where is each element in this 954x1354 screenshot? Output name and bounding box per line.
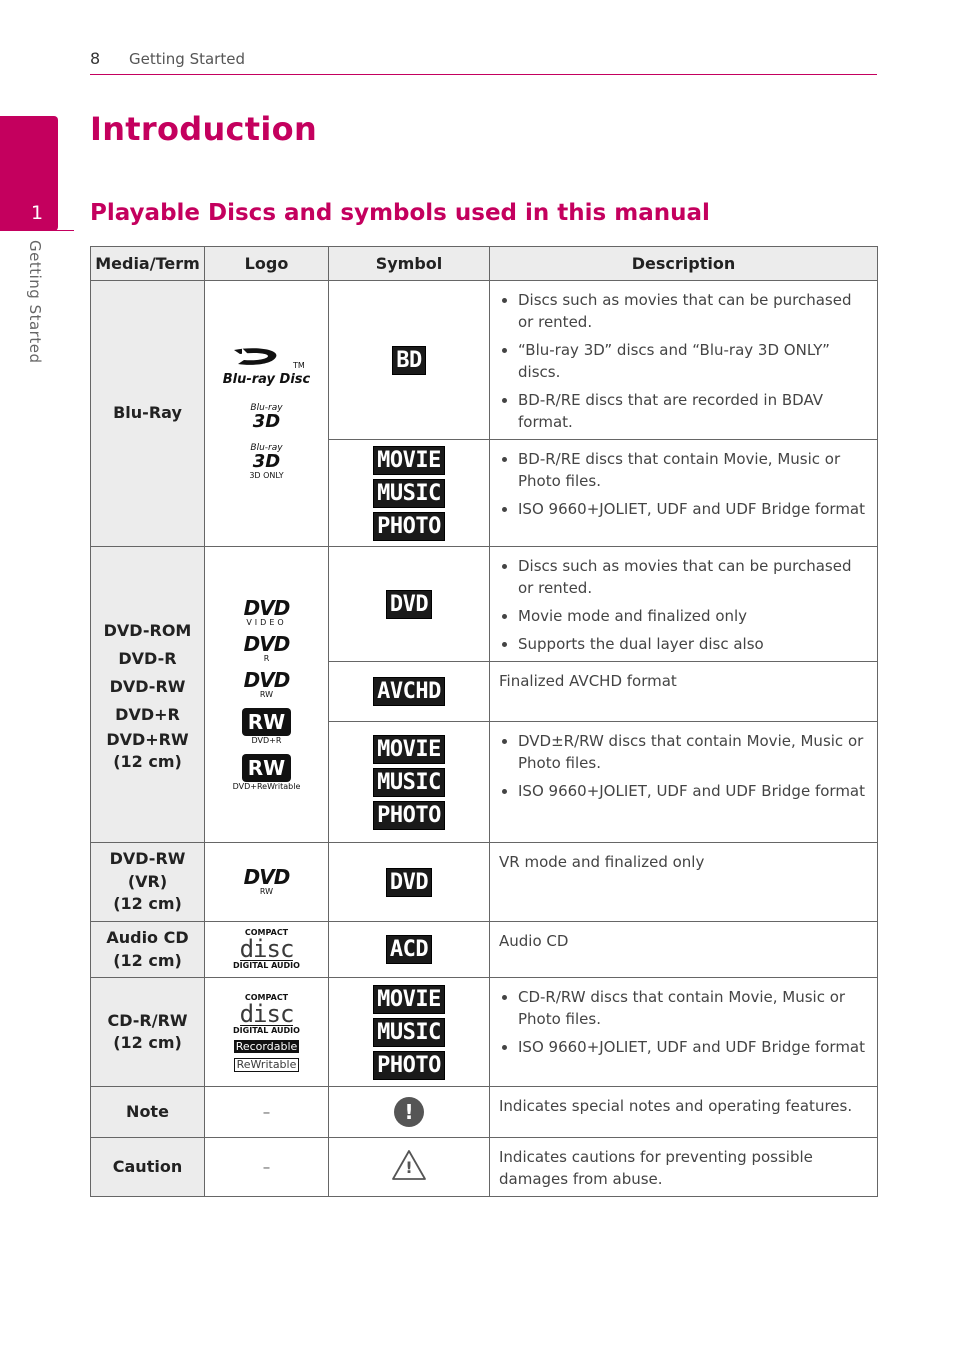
description-cell: [490, 547, 878, 662]
rewritable-label: ReWritable: [234, 1058, 300, 1072]
description-item: • CD-R/RW discs that contain Movie, Music or Photo files.: [518, 986, 869, 1030]
description-cell: VR mode and finalized only: [490, 843, 878, 922]
description-cell: Finalized AVCHD format: [490, 662, 878, 722]
media-dvd-rw-vr: [91, 843, 205, 922]
photo-symbol: PHOTO: [373, 1051, 445, 1080]
table-row: [91, 1087, 878, 1138]
dvd-r-label: R: [263, 653, 270, 663]
cd-rw-logo: [205, 978, 329, 1087]
dvd-symbol: DVD: [386, 590, 432, 619]
description-cell: [490, 281, 878, 440]
dvd-video-label: VIDEO: [246, 617, 287, 627]
playable-discs-table: [90, 246, 878, 1197]
description-item: • ISO 9660+JOLIET, UDF and UDF Bridge format: [518, 1036, 869, 1058]
table-header-row: [91, 247, 878, 281]
movie-symbol: MOVIE: [373, 985, 445, 1014]
media-line: DVD-RW: [109, 676, 186, 696]
running-header: Getting Started: [129, 50, 245, 68]
description-cell: [490, 440, 878, 547]
media-cd-rw: [91, 978, 205, 1087]
description-item: • ISO 9660+JOLIET, UDF and UDF Bridge format: [518, 780, 869, 802]
caution-mark: !: [405, 1158, 413, 1177]
page-title: Introduction: [90, 110, 318, 148]
dvd-logos: [205, 547, 329, 843]
music-symbol: MUSIC: [373, 768, 445, 797]
header-logo: Logo: [205, 247, 329, 281]
description-cell: [490, 722, 878, 843]
table-row: [91, 978, 878, 1087]
dvd-plus-rw-logo: RW: [242, 754, 291, 782]
media-line: CD-R/RW: [107, 1010, 188, 1030]
symbol-cell: [329, 281, 490, 440]
media-line: (12 cm): [113, 751, 182, 771]
symbol-cell: [329, 547, 490, 662]
dvd-plus-r-label: DVD+R: [251, 735, 282, 745]
chapter-label: Getting Started: [26, 240, 44, 364]
dvd-rw-logo: DVD: [243, 667, 290, 692]
description-item: • “Blu-ray 3D” discs and “Blu-ray 3D ONLY” discs.: [518, 339, 869, 383]
header-description: Description: [490, 247, 878, 281]
media-line: (12 cm): [113, 1033, 182, 1052]
chapter-number: 1: [30, 202, 44, 224]
caution-icon: [391, 1149, 427, 1181]
bluray-swoosh-icon: [228, 346, 288, 368]
music-symbol: MUSIC: [373, 1018, 445, 1047]
movie-symbol: MOVIE: [373, 735, 445, 764]
bluray-disc-logo: [205, 346, 328, 372]
dvd-rw-label: RW: [259, 887, 274, 896]
media-caution: Caution: [91, 1138, 205, 1197]
description-item: • DVD±R/RW discs that contain Movie, Music or Photo files.: [518, 730, 869, 774]
media-line: Audio CD: [106, 928, 189, 948]
compact-label: COMPACT: [244, 992, 289, 1002]
header-symbol: Symbol: [329, 247, 490, 281]
digital-audio-label: DIGITAL AUDIO: [233, 1025, 300, 1035]
bluray-disc-wordmark: Blu-ray Disc: [222, 372, 311, 387]
media-line: DVD+R: [115, 704, 180, 724]
disc-wordmark: disc: [239, 999, 294, 1028]
bluray-3d-only-logo: 3D: [252, 451, 281, 472]
disc-wordmark: disc: [239, 935, 294, 963]
description-item: • BD-R/RE discs that are recorded in BDAV format.: [518, 389, 869, 433]
dvd-rw-label: RW: [259, 689, 274, 699]
table-row: [91, 922, 878, 978]
bluray-tm: TM: [292, 361, 305, 370]
media-line: (12 cm): [113, 894, 182, 914]
description-item: • BD-R/RE discs that contain Movie, Music or Photo files.: [518, 448, 869, 492]
media-line: DVD-ROM: [103, 620, 192, 640]
table-row: [91, 1138, 878, 1197]
logo-none: –: [205, 1087, 329, 1138]
table-row: [91, 843, 878, 922]
dvd-symbol: DVD: [386, 868, 432, 897]
description-item: • Discs such as movies that can be purchased or rented.: [518, 289, 869, 333]
audio-cd-logo: [205, 922, 329, 978]
description-cell: Indicates special notes and operating features.: [490, 1087, 878, 1138]
media-line: (12 cm): [113, 950, 182, 970]
description-cell: [490, 978, 878, 1087]
dvd-rw-vr-logo: [205, 843, 329, 922]
dvd-plus-rw-label: DVD+ReWritable: [232, 781, 301, 791]
chapter-tab-rule: [0, 230, 74, 231]
media-line: DVD+RW: [106, 729, 189, 749]
bluray-3d-top: Blu-ray: [250, 403, 283, 413]
description-cell: Indicates cautions for preventing possible damages from abuse.: [490, 1138, 878, 1197]
photo-symbol: PHOTO: [373, 801, 445, 830]
symbol-cell: [329, 978, 490, 1087]
symbol-cell: [329, 922, 490, 978]
media-dvd: [91, 547, 205, 843]
symbol-cell: [329, 1138, 490, 1197]
page-number: 8: [90, 49, 101, 68]
dvd-r-logo: DVD: [243, 631, 290, 656]
symbol-cell: [329, 722, 490, 843]
bluray-3d-logo: 3D: [252, 411, 281, 432]
media-audio-cd: [91, 922, 205, 978]
media-line: (VR): [127, 871, 168, 891]
media-line: DVD-RW: [109, 849, 186, 869]
symbol-cell: [329, 1087, 490, 1138]
bluray-3d-only-top: Blu-ray: [250, 443, 283, 453]
avchd-symbol: AVCHD: [373, 677, 445, 706]
acd-symbol: ACD: [386, 935, 432, 964]
description-item: • ISO 9660+JOLIET, UDF and UDF Bridge format: [518, 498, 869, 520]
movie-symbol: MOVIE: [373, 446, 445, 475]
table-row: [91, 547, 878, 662]
table-row: [91, 281, 878, 440]
symbol-cell: [329, 662, 490, 722]
bd-symbol: BD: [392, 346, 426, 375]
logo-none: –: [205, 1138, 329, 1197]
description-item: • Movie mode and finalized only: [518, 605, 869, 627]
photo-symbol: PHOTO: [373, 512, 445, 541]
digital-audio-label: DIGITAL AUDIO: [233, 961, 300, 970]
media-note: Note: [91, 1087, 205, 1138]
compact-label: COMPACT: [244, 928, 289, 937]
media-line: DVD-R: [118, 648, 177, 668]
description-cell: Audio CD: [490, 922, 878, 978]
bluray-logos: [205, 281, 329, 547]
note-icon: !: [394, 1097, 424, 1127]
header-rule: [90, 74, 877, 75]
music-symbol: MUSIC: [373, 479, 445, 508]
bluray-3d-only-label: 3D ONLY: [249, 471, 284, 480]
header-media-term: Media/Term: [91, 247, 205, 281]
description-item: • Supports the dual layer disc also: [518, 633, 869, 655]
dvd-video-logo: DVD: [243, 595, 290, 620]
recordable-label: Recordable: [235, 1039, 298, 1053]
symbol-cell: [329, 440, 490, 547]
dvd-plus-r-logo: RW: [242, 708, 291, 736]
description-item: • Discs such as movies that can be purchased or rented.: [518, 555, 869, 599]
dvd-rw-logo: DVD: [243, 865, 290, 889]
symbol-cell: [329, 843, 490, 922]
section-heading: Playable Discs and symbols used in this manual: [90, 200, 710, 226]
media-bluray: Blu-Ray: [91, 281, 205, 547]
